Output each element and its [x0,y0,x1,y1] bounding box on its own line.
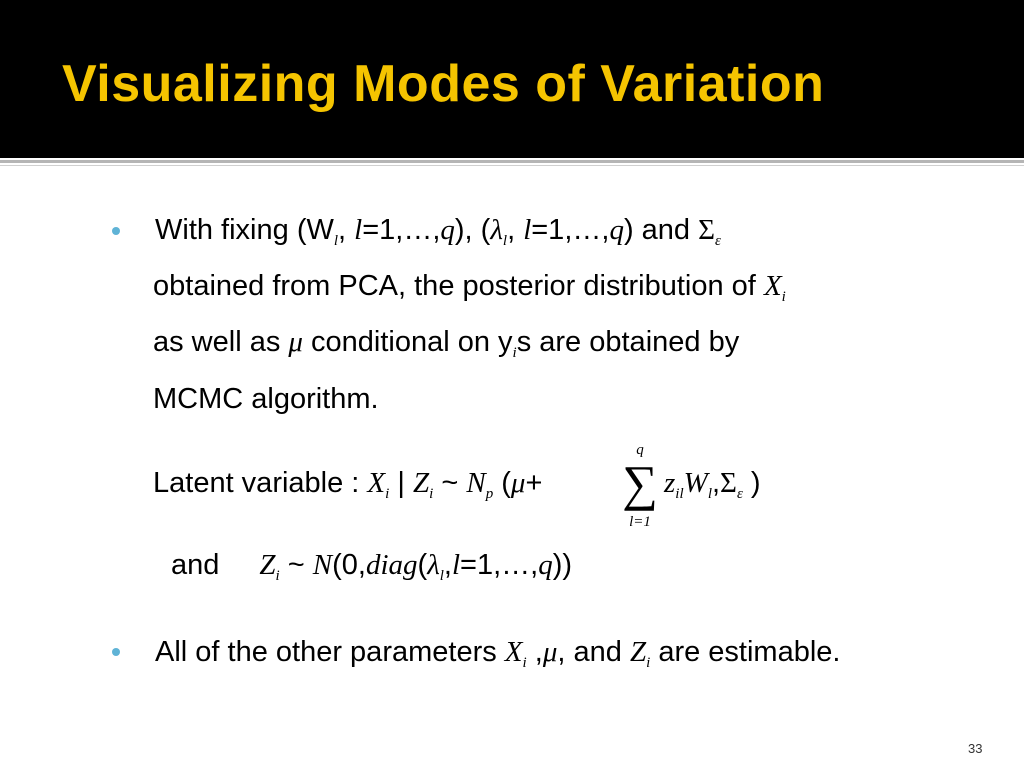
sub-l: l [502,233,508,249]
math-l: l [451,549,461,581]
text-mcmc: MCMC algorithm. [153,383,379,415]
sub-epsilon: ε [736,486,743,502]
math-mu: μ [288,326,303,358]
math-comma: , [526,636,543,668]
bullet1-line1 [155,216,721,249]
math-mu: μ [510,467,526,499]
math-comma: , [557,636,574,668]
text-paren: ), ( [454,214,491,246]
math-sigma: Σ [720,467,737,499]
math-sigma: Σ [698,214,715,246]
math-mu: μ [542,636,558,668]
sum-lower-limit: l=1 [629,514,651,530]
sub-l: l [439,568,444,584]
math-lambda: λ [490,214,503,246]
math-given: | [389,467,413,499]
math-comma: , [443,549,452,581]
math-X: X [367,467,386,499]
bullet-marker-2 [112,648,120,656]
math-lambda: λ [427,549,440,581]
bullet1-line4 [153,385,379,414]
math-plus: + [525,467,543,499]
math-tilde: ~ [279,549,313,581]
bullet1-line3 [153,328,739,361]
math-N: N [312,549,333,581]
bullet1-line2 [153,272,786,305]
math-paren: (0, [332,549,366,581]
sum-upper-limit: q [636,442,644,458]
math-Z: Z [259,549,276,581]
sub-epsilon: ε [715,233,721,249]
math-X: X [504,636,523,668]
math-q: q [609,214,624,246]
math-comma: , [711,467,721,499]
math-paren: ( [417,549,428,581]
math-l: l [354,214,363,246]
bullet2-line [155,638,840,671]
math-N: N [466,467,486,499]
math-tilde: ~ [433,467,467,499]
sub-i: i [781,289,786,305]
latent-equation-left [153,469,542,502]
text-other-params: All of the other parameters [155,636,505,668]
text-as-well-as: as well as [153,326,289,358]
bullet-marker-1 [112,227,120,235]
sub-il: il [675,486,684,502]
sub-i: i [512,345,517,361]
text-obtained: s are obtained by [516,326,740,358]
math-q: q [538,549,553,581]
latent-label: Latent variable : [153,467,368,499]
sub-l: l [333,233,339,249]
sub-i: i [522,655,527,671]
math-range: =1,…, [362,214,441,246]
math-range: =1,…, [531,214,610,246]
math-paren: ( [493,467,511,499]
math-paren: ) [742,467,761,499]
page-number: 33 [968,741,983,756]
title-divider-thin [0,165,1024,166]
math-Z: Z [412,467,430,499]
prior-equation [171,551,572,584]
text-with-fixing: With fixing (W [155,214,334,246]
text-and: ) and [623,214,699,246]
text-estimable: are estimable. [650,636,841,668]
math-z: z [664,467,676,499]
sum-symbol: ∑ [622,455,658,511]
text-comma: , [338,214,355,246]
sub-i: i [385,486,390,502]
text-comma: , [507,214,524,246]
title-divider [0,160,1024,163]
math-l: l [523,214,532,246]
math-q: q [440,214,455,246]
text-posterior: obtained from PCA, the posterior distribution of [153,270,764,302]
math-W: W [683,467,708,499]
sub-i: i [646,655,651,671]
slide-title: Visualizing Modes of Variation [62,55,825,113]
sub-i: i [275,568,280,584]
math-diag: diag [365,549,418,581]
math-paren: )) [552,549,573,581]
math-range: =1,…, [460,549,539,581]
text-and: and [573,636,630,668]
math-X: X [763,270,782,302]
sub-l: l [707,486,712,502]
text-and: and [171,549,220,581]
summation [618,442,662,534]
sub-i: i [429,486,434,502]
sub-p: p [485,486,494,502]
text-conditional: conditional on y [302,326,513,358]
math-Z: Z [629,636,647,668]
latent-equation-right [664,469,761,502]
